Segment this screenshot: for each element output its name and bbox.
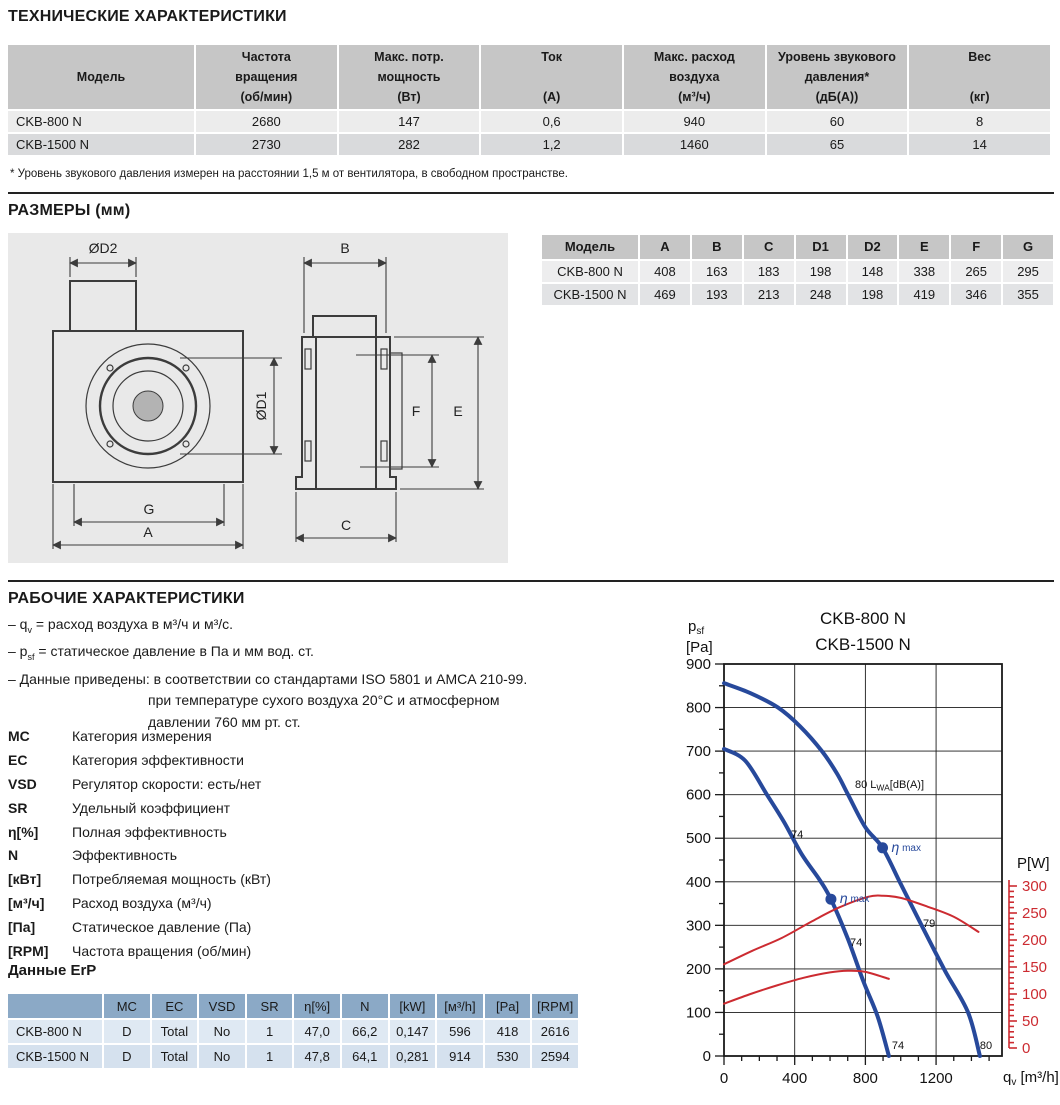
svg-text:0: 0 [719, 1070, 729, 1087]
abbreviation-row [8, 867, 608, 891]
dim-label-a: A [143, 524, 153, 540]
table-row: CKB-1500 N 469 193 213 248 198 419 346 355 [542, 284, 1053, 305]
svg-text:74: 74 [891, 1040, 905, 1053]
dim-label-e: E [453, 403, 463, 419]
svg-text:200: 200 [1022, 932, 1048, 949]
col-header: D1 [796, 235, 846, 259]
col-header: D2 [848, 235, 898, 259]
abbreviation-desc: Расход воздуха (м³/ч) [72, 895, 212, 912]
col-header: EC [152, 994, 198, 1018]
abbreviation-row [8, 724, 608, 748]
svg-text:1200: 1200 [919, 1070, 953, 1087]
note-line: – $p_{sf}$ = статическое давление в Па и мм вод. ст. [8, 643, 314, 663]
table-row: CKB-800 N 2680 147 0,6 940 60 8 [8, 111, 1050, 132]
col-header: E [899, 235, 949, 259]
dim-label-d1: ØD1 [253, 391, 269, 421]
svg-text:300: 300 [1022, 878, 1048, 895]
note-line: давлении 760 мм рт. ст. [148, 713, 301, 730]
svg-text:79: 79 [923, 918, 936, 931]
abbreviation-term: EC [8, 751, 28, 768]
dims-table [540, 233, 1055, 307]
tech-col-header: Вес (кг) [909, 45, 1050, 109]
dimension-drawing-svg [8, 233, 508, 563]
abbreviation-row [8, 796, 608, 820]
abbreviation-row [8, 915, 608, 939]
tech-col-header: Макс. потр. мощность (Вт) [339, 45, 480, 109]
col-header: N [342, 994, 388, 1018]
erp-table [6, 992, 580, 1070]
section-title-tech: ТЕХНИЧЕСКИЕ ХАРАКТЕРИСТИКИ [8, 8, 287, 25]
tech-footnote: * Уровень звукового давления измерен на расстоянии 1,5 м от вентилятора, в свободном пространстве. [10, 168, 568, 180]
svg-text:800: 800 [685, 699, 711, 717]
col-header: A [640, 235, 690, 259]
abbreviation-desc: Регулятор скорости: есть/нет [72, 775, 262, 792]
abbreviation-row [8, 748, 608, 772]
dim-label-d2: ØD2 [88, 240, 118, 256]
col-header: [м³/h] [437, 994, 483, 1018]
svg-text:250: 250 [1022, 905, 1048, 922]
svg-text:700: 700 [685, 743, 711, 761]
col-header: [Pa] [485, 994, 531, 1018]
abbreviation-desc: Удельный коэффициент [72, 799, 231, 816]
tech-col-header: Модель [8, 45, 194, 109]
abbreviation-row [8, 820, 608, 844]
svg-text:900: 900 [685, 656, 711, 673]
svg-text:150: 150 [1022, 959, 1048, 976]
abbreviation-row [8, 939, 608, 963]
abbreviation-desc: Категория эффективности [72, 751, 245, 768]
col-header: B [692, 235, 742, 259]
svg-text:600: 600 [685, 786, 711, 804]
col-header: VSD [199, 994, 245, 1018]
dim-label-f: F [411, 403, 421, 419]
dim-label-g: G [143, 501, 155, 517]
tech-col-header: Ток (А) [481, 45, 622, 109]
svg-text:50: 50 [1022, 1013, 1039, 1030]
erp-title: Данные ErP [8, 962, 97, 979]
tech-table [6, 43, 1052, 157]
side-view [296, 240, 484, 542]
col-header: F [951, 235, 1001, 259]
svg-text:400: 400 [782, 1070, 808, 1087]
svg-text:80: 80 [979, 1040, 993, 1053]
col-header: [kW] [390, 994, 436, 1018]
abbreviation-desc: Частота вращения (об/мин) [72, 942, 252, 959]
svg-text:η max: η max [891, 838, 921, 855]
abbreviation-term: VSD [8, 775, 37, 792]
divider [8, 580, 1054, 582]
abbreviation-term: [кВт] [8, 871, 42, 888]
table-row: CKB-1500 N D Total No 1 47,8 64,1 0,281 914 530 2594 [8, 1045, 578, 1068]
col-header: η[%] [294, 994, 340, 1018]
abbreviation-term: [Па] [8, 919, 36, 936]
col-header: C [744, 235, 794, 259]
performance-notes [8, 614, 608, 733]
front-view [53, 240, 282, 549]
col-header [8, 994, 102, 1018]
svg-text:[Pa]: [Pa] [686, 639, 713, 656]
svg-text:80 LWA[dB(A)]: 80 $L_{WA}[dB(A)]$ [854, 779, 925, 793]
svg-text:0: 0 [1022, 1040, 1031, 1057]
note-line: – Данные приведены: в соответствии со стандартами ISO 5801 и AMCA 210-99. [8, 670, 528, 687]
tech-col-header: Уровень звукового давления* (дБ(А)) [767, 45, 908, 109]
abbreviation-desc: Потребляемая мощность (кВт) [72, 871, 271, 888]
svg-text:P[W]: P[W] [1017, 855, 1050, 872]
table-row: CKB-800 N D Total No 1 47,0 66,2 0,147 596 418 2616 [8, 1020, 578, 1043]
dim-label-b: B [340, 240, 350, 256]
svg-text:CKB-800 N: CKB-800 N [820, 609, 906, 628]
svg-text:0: 0 [702, 1048, 711, 1065]
abbreviation-desc: Категория измерения [72, 727, 212, 744]
svg-text:CKB-1500 N: CKB-1500 N [815, 635, 911, 654]
section-title-perf: РАБОЧИЕ ХАРАКТЕРИСТИКИ [8, 590, 245, 607]
svg-text:psf: $p_{sf}$ [688, 618, 705, 637]
performance-chart [615, 598, 1060, 1105]
svg-text:300: 300 [685, 917, 711, 935]
svg-text:η max: η max [839, 890, 870, 907]
abbreviation-desc: Эффективность [72, 847, 178, 864]
svg-text:500: 500 [685, 830, 711, 848]
svg-text:100: 100 [1022, 986, 1048, 1003]
dim-label-c: C [340, 517, 352, 533]
tech-col-header: Частота вращения (об/мин) [196, 45, 337, 109]
col-header: [RPM] [532, 994, 578, 1018]
section-title-dims: РАЗМЕРЫ (мм) [8, 202, 131, 219]
abbreviation-term: MC [8, 727, 30, 744]
svg-text:74: 74 [790, 829, 804, 842]
table-row: CKB-800 N 408 163 183 198 148 338 265 295 [542, 261, 1053, 282]
abbreviation-desc: Статическое давление (Па) [72, 919, 252, 936]
col-header: G [1003, 235, 1053, 259]
col-header: MC [104, 994, 150, 1018]
abbreviation-row [8, 843, 608, 867]
abbreviation-term: SR [8, 799, 28, 816]
tech-col-header: Макс. расход воздуха (м³/ч) [624, 45, 765, 109]
divider [8, 192, 1054, 194]
abbreviation-term: [RPM] [8, 942, 49, 959]
svg-text:qv [m³/h]: $q_v$ [m³/h] [1003, 1069, 1059, 1088]
abbreviation-desc: Полная эффективность [72, 823, 227, 840]
abbreviation-term: [м³/ч] [8, 895, 45, 912]
svg-text:200: 200 [685, 960, 711, 978]
svg-text:400: 400 [685, 873, 711, 891]
abbreviation-row [8, 891, 608, 915]
abbreviation-term: N [8, 847, 19, 864]
svg-text:100: 100 [685, 1004, 711, 1022]
note-line: при температуре сухого воздуха 20°C и атмосферном [148, 692, 500, 709]
svg-text:800: 800 [852, 1070, 878, 1087]
svg-text:74: 74 [850, 937, 863, 950]
abbreviation-row [8, 772, 608, 796]
col-header: Модель [542, 235, 638, 259]
dimension-drawing [8, 233, 508, 563]
table-row: CKB-1500 N 2730 282 1,2 1460 65 14 [8, 134, 1050, 155]
note-line: – $q_v$ = расход воздуха в м³/ч и м³/с. [8, 616, 234, 635]
col-header: SR [247, 994, 293, 1018]
abbreviation-list [8, 724, 608, 963]
abbreviation-term: η[%] [8, 823, 39, 840]
